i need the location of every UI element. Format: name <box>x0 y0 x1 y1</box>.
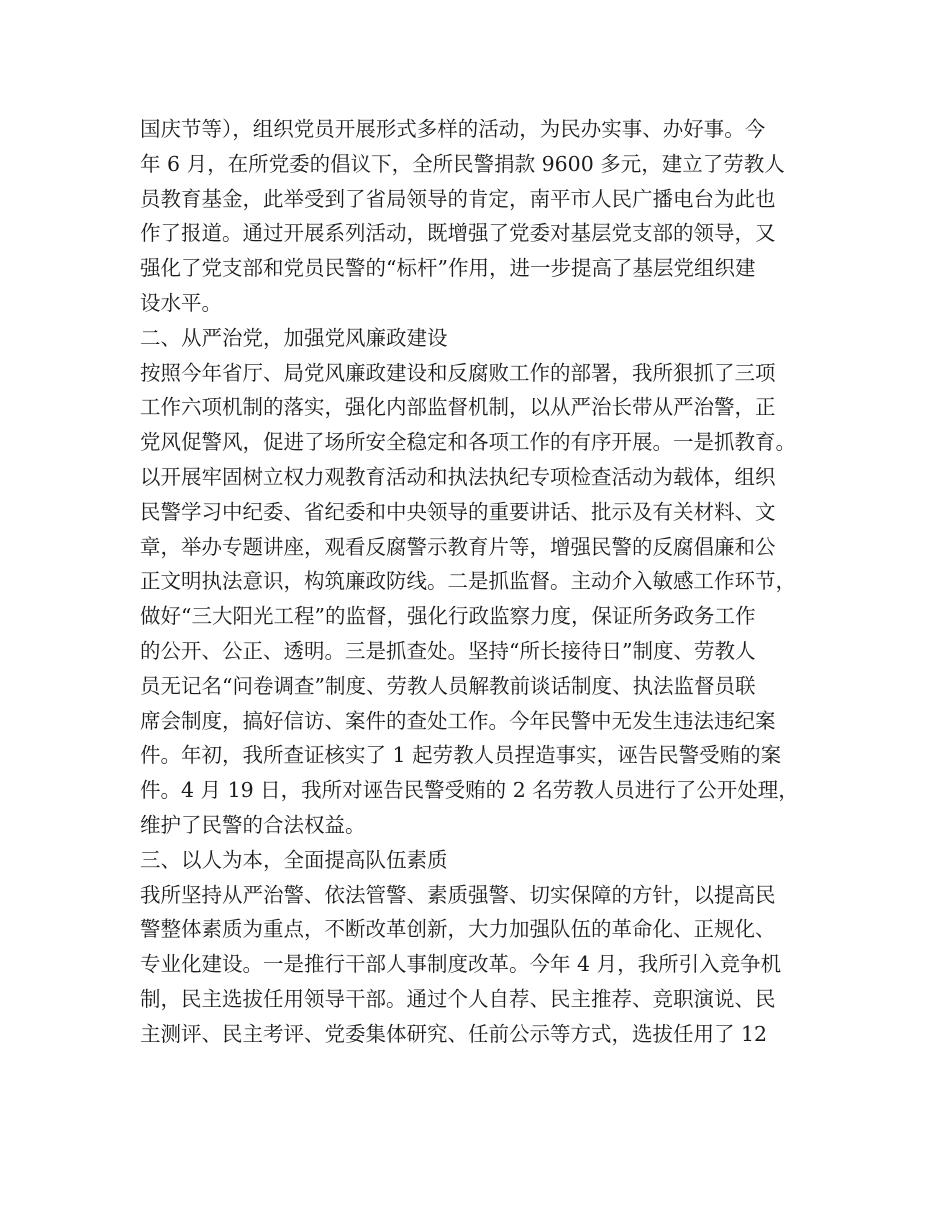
paragraph-line: 员无记名“问卷调查”制度、劳教人员解教前谈话制度、执法监督员联 <box>140 673 756 698</box>
paragraph-line: 的公开、公正、透明。三是抓查处。坚持“所长接待日”制度、劳教人 <box>140 638 756 663</box>
paragraph-line: 党风促警风，促进了场所安全稳定和各项工作的有序开展。一是抓教育。 <box>140 430 796 455</box>
paragraph-line: 设水平。 <box>140 290 222 315</box>
paragraph-line: 正文明执法意识，构筑廉政防线。二是抓监督。主动介入敏感工作环节， <box>140 569 796 594</box>
paragraph-line: 以开展牢固树立权力观教育活动和执法执纪专项检查活动为载体，组织 <box>140 464 776 489</box>
paragraph-line: 做好“三大阳光工程”的监督，强化行政监察力度，保证所务政务工作 <box>140 604 756 629</box>
section-heading: 二、从严治党，加强党风廉政建设 <box>140 325 448 350</box>
paragraph-line: 国庆节等），组织党员开展形式多样的活动，为民办实事、办好事。今 <box>140 117 766 141</box>
paragraph-line: 件。4 月 19 日，我所对诬告民警受贿的 2 名劳教人员进行了公开处理， <box>140 778 799 803</box>
paragraph-line: 我所坚持从严治警、依法管警、素质强警、切实保障的方针，以提高民 <box>140 882 776 907</box>
paragraph-line: 警整体素质为重点，不断改革创新，大力加强队伍的革命化、正规化、 <box>140 917 776 942</box>
paragraph-line: 员教育基金，此举受到了省局领导的肯定，南平市人民广播电台为此也 <box>140 186 776 211</box>
paragraph-line: 维护了民警的合法权益。 <box>140 812 366 837</box>
paragraph-line: 件。年初，我所查证核实了 1 起劳教人员捏造事实，诬告民警受贿的案 <box>140 743 782 768</box>
paragraph-line: 主测评、民主考评、党委集体研究、任前公示等方式，选拔任用了 12 <box>140 1021 768 1046</box>
paragraph-line: 按照今年省厅、局党风廉政建设和反腐败工作的部署，我所狠抓了三项 <box>140 360 776 385</box>
paragraph-line: 强化了党支部和党员民警的“标杆”作用，进一步提高了基层党组织建 <box>140 256 756 281</box>
paragraph-line: 专业化建设。一是推行干部人事制度改革。今年 4 月，我所引入竞争机 <box>140 952 782 977</box>
paragraph-line: 作了报道。通过开展系列活动，既增强了党委对基层党支部的领导，又 <box>140 221 776 246</box>
paragraph-line: 年 6 月，在所党委的倡议下，全所民警捐款 9600 多元，建立了劳教人 <box>140 151 785 176</box>
paragraph-line: 工作六项机制的落实，强化内部监督机制，以从严治长带从严治警，正 <box>140 395 776 420</box>
document-body <box>140 112 830 1052</box>
section-heading: 三、以人为本，全面提高队伍素质 <box>140 847 448 872</box>
paragraph-line: 章，举办专题讲座，观看反腐警示教育片等，增强民警的反腐倡廉和公 <box>140 534 776 559</box>
paragraph-line: 民警学习中纪委、省纪委和中央领导的重要讲话、批示及有关材料、文 <box>140 499 776 524</box>
paragraph-line: 制，民主选拔任用领导干部。通过个人自荐、民主推荐、竞职演说、民 <box>140 986 776 1011</box>
paragraph-line: 席会制度，搞好信访、案件的查处工作。今年民警中无发生违法违纪案 <box>140 708 776 733</box>
